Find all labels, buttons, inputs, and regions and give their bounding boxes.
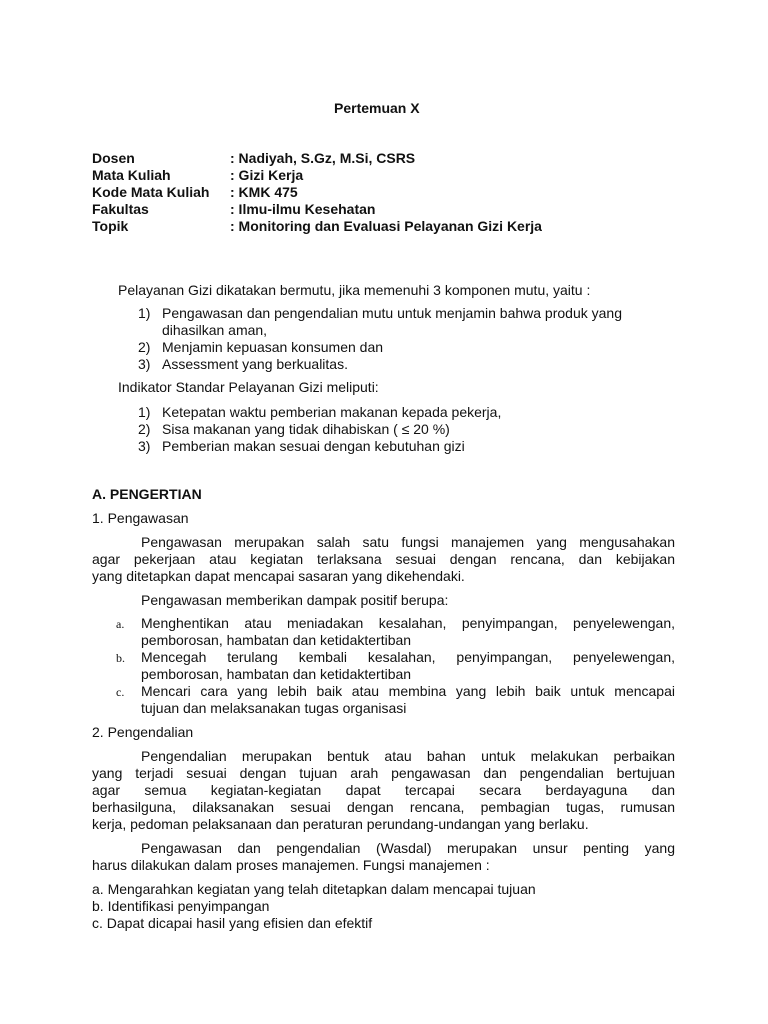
intro-list-num: 1) <box>138 305 151 321</box>
dampak-item-line: tujuan dan melaksanakan tugas organisasi <box>141 700 407 716</box>
fungsi-list-item: b. Identifikasi penyimpangan <box>92 898 270 914</box>
paragraph-line: Pengendalian merupakan bentuk atau bahan untuk melakukan perbaikan <box>141 748 675 764</box>
intro-list-num: 2) <box>138 339 151 355</box>
meta-label-mata-kuliah: Mata Kuliah <box>92 167 171 183</box>
paragraph-line: harus dilakukan dalam proses manajemen. Fungsi manajemen : <box>92 857 490 873</box>
paragraph-line: berhasilguna, dilaksanakan sesuai dengan rencana, pembagian tugas, rumusan <box>92 799 675 815</box>
dampak-item-line: Mencari cara yang lebih baik atau membina yang lebih baik untuk mencapai <box>141 683 675 699</box>
indikator-list-item: Ketepatan waktu pemberian makanan kepada pekerja, <box>162 404 502 420</box>
paragraph-line: yang terjadi sesuai dengan tujuan arah pengawasan dan pengendalian bertujuan <box>92 765 675 781</box>
indikator-list-num: 3) <box>138 438 151 454</box>
meta-value-topik: : Monitoring dan Evaluasi Pelayanan Gizi Kerja <box>230 218 542 234</box>
dampak-letter: a. <box>116 617 125 631</box>
dampak-item-line: pemborosan, hambatan dan ketidaktertiban <box>141 666 412 682</box>
page-title: Pertemuan X <box>334 100 420 116</box>
subsection-heading: 1. Pengawasan <box>92 510 189 526</box>
meta-label-fakultas: Fakultas <box>92 201 149 217</box>
subsection-heading: 2. Pengendalian <box>92 724 194 740</box>
paragraph-line: yang ditetapkan dapat mencapai sasaran yang dikehendaki. <box>92 568 465 584</box>
fungsi-list-item: c. Dapat dicapai hasil yang efisien dan efektif <box>92 915 373 931</box>
indikator-text: Indikator Standar Pelayanan Gizi meliputi: <box>118 379 379 395</box>
indikator-list-item: Pemberian makan sesuai dengan kebutuhan gizi <box>162 438 465 454</box>
meta-value-mata-kuliah: : Gizi Kerja <box>230 167 304 183</box>
intro-list-item-line: Menjamin kepuasan konsumen dan <box>162 339 384 355</box>
indikator-list-num: 1) <box>138 404 151 420</box>
paragraph-line: kerja, pedoman pelaksanaan dan peraturan perundang-undangan yang berlaku. <box>92 816 589 832</box>
indikator-list-num: 2) <box>138 421 151 437</box>
intro-list-item-line: Assessment yang berkualitas. <box>162 356 348 372</box>
paragraph-line: Pengawasan merupakan salah satu fungsi manajemen yang mengusahakan <box>141 534 675 550</box>
intro-text: Pelayanan Gizi dikatakan bermutu, jika memenuhi 3 komponen mutu, yaitu : <box>118 282 591 298</box>
dampak-letter: b. <box>116 651 125 665</box>
meta-label-dosen: Dosen <box>92 150 135 166</box>
meta-label-topik: Topik <box>92 218 129 234</box>
dampak-letter: c. <box>116 685 125 699</box>
intro-list-item-line: dihasilkan aman, <box>162 322 268 338</box>
intro-list-item-line: Pengawasan dan pengendalian mutu untuk menjamin bahwa produk yang <box>162 305 622 321</box>
meta-label-kode: Kode Mata Kuliah <box>92 184 210 200</box>
indikator-list-item: Sisa makanan yang tidak dihabiskan ( ≤ 20 %) <box>162 421 450 437</box>
paragraph-line: agar pekerjaan atau kegiatan terlaksana sesuai dengan rencana, dan kebijakan <box>92 551 675 567</box>
meta-value-kode: : KMK 475 <box>230 184 298 200</box>
dampak-text: Pengawasan memberikan dampak positif berupa: <box>141 592 449 608</box>
paragraph-line: agar semua kegiatan-kegiatan dapat tercapai secara berdayaguna dan <box>92 782 675 798</box>
section-heading: A. PENGERTIAN <box>92 486 202 502</box>
dampak-item-line: Menghentikan atau meniadakan kesalahan, penyimpangan, penyelewengan, <box>141 615 675 631</box>
fungsi-list-item: a. Mengarahkan kegiatan yang telah ditetapkan dalam mencapai tujuan <box>92 881 536 897</box>
intro-list-num: 3) <box>138 356 151 372</box>
dampak-item-line: pemborosan, hambatan dan ketidaktertiban <box>141 632 412 648</box>
paragraph-line: Pengawasan dan pengendalian (Wasdal) merupakan unsur penting yang <box>141 840 675 856</box>
dampak-item-line: Mencegah terulang kembali kesalahan, penyimpangan, penyelewengan, <box>141 649 675 665</box>
meta-value-dosen: : Nadiyah, S.Gz, M.Si, CSRS <box>230 150 416 166</box>
meta-value-fakultas: : Ilmu-ilmu Kesehatan <box>230 201 376 217</box>
